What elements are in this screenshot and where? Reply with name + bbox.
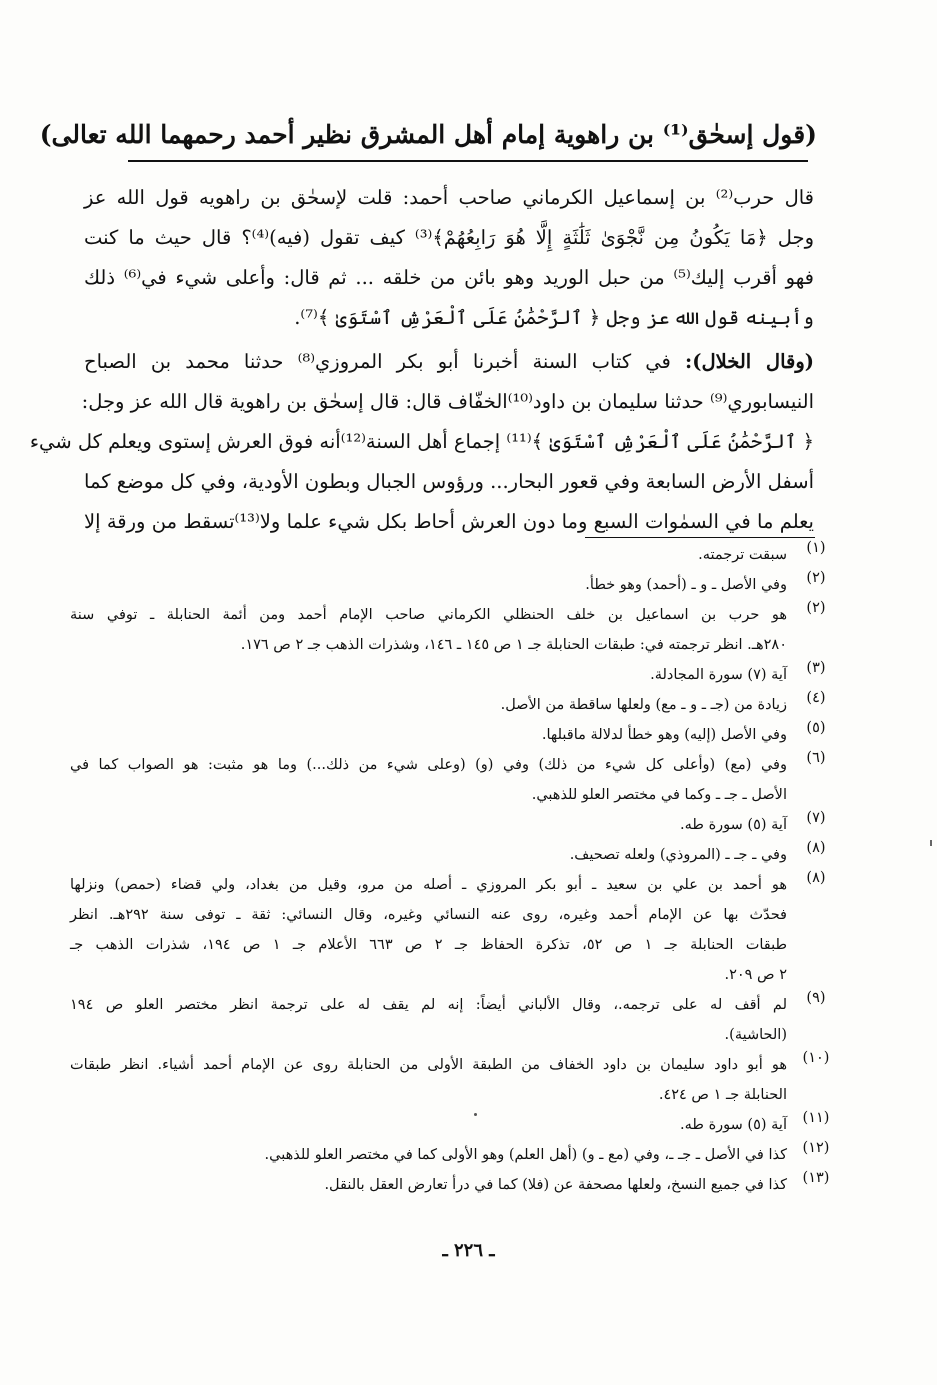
footnote-line: وفي (مع) (وأعلى كل شيء من ذلك) وفي (و) (وعلى شيء من ذلك...) وما هو مثبت: هو الصواب كما في xyxy=(70,757,787,773)
section-heading: (قول إسحٰق⁽¹⁾ بن راهوية إمام أهل المشرق نظير أحمد رحمهما الله تعالى) xyxy=(39,120,817,149)
footnote-number: (٩) xyxy=(806,990,826,1006)
footnote xyxy=(70,540,845,570)
footnote xyxy=(70,600,845,660)
paragraph-line: فهو أقرب إليك⁽⁵⁾ من حبل الوريد وهو بائن من خلقه ... ثم قال: وأعلى شيء في⁽⁶⁾ ذلك xyxy=(84,266,815,289)
scan-speck xyxy=(474,1113,477,1116)
footnote-line: كذا في جميع النسخ، ولعلها مصحفة عن (فلا) كما في درأ تعارض العقل بالنقل. xyxy=(324,1177,787,1193)
footnote-line: آية (٥) سورة طه. xyxy=(680,817,787,833)
khallal-label: (وقال الخلال): xyxy=(685,350,814,373)
heading-underline xyxy=(128,160,808,162)
paragraph-line: ﴿ ٱلرَّحْمَٰنُ عَلَى ٱلْعَرْشِ ٱسْتَوَىٰ ﴾⁽¹¹⁾ إجماع أهل السنة⁽¹²⁾أنه فوق العرش إستوى ويعلم كل شيء xyxy=(29,430,814,453)
footnote xyxy=(70,1050,845,1110)
paragraph-khallal xyxy=(29,342,814,542)
footnote-number: (١٣) xyxy=(802,1170,830,1186)
footnote xyxy=(70,1170,845,1200)
footnote-line: الأصل ـ جـ ـ وكما في مختصر العلو للذهبي. xyxy=(531,787,787,803)
footnote xyxy=(70,750,845,810)
footnote-line: وفي ـ جـ ـ (المروذي) ولعله تصحيف. xyxy=(569,847,787,863)
footnote-line: هو أبو داود سليمان بن داود الخفاف من الطبقة الأولى من الحنابلة روى عن الإمام أحمد أشياء. انظر طبقات xyxy=(70,1057,787,1073)
footnote-number: (٥) xyxy=(806,720,826,736)
footnote-number: (٤) xyxy=(806,690,826,706)
footnote-number: (٨) xyxy=(806,870,826,886)
footnote-line: آية (٥) سورة طه. xyxy=(680,1117,787,1133)
footnote-line: زيادة من (جـ ـ و ـ مع) ولعلها ساقطة من الأصل. xyxy=(500,697,787,713)
footnotes xyxy=(70,540,845,1200)
paragraph-line: وأبينه قول الله عز وجل ﴿ ٱلرَّحْمَٰنُ عَلَى ٱلْعَرْشِ ٱسْتَوَىٰ ﴾⁽⁷⁾. xyxy=(294,306,814,329)
paragraph-line: قال حرب⁽²⁾ بن إسماعيل الكرماني صاحب أحمد: قلت لإسحٰق بن راهويه قول الله عز xyxy=(84,186,814,209)
footnote-number: (٦) xyxy=(806,750,826,766)
paragraph-line: وجل ﴿مَا يَكُونُ مِن نَّجْوَىٰ ثَلَٰثَةٍ إِلَّا هُوَ رَابِعُهُمْ﴾⁽³⁾ كيف تقول (فيه)⁽⁴⁾؟ قال حيث ما كنت xyxy=(84,226,815,249)
footnote-line: كذا في الأصل ـ جـ ـ، وفي (مع ـ و) (أهل العلم) وهو الأولى كما في مختصر العلو للذهبي. xyxy=(264,1147,787,1163)
footnote-line: ٢٨٠هـ. انظر ترجمته في: طبقات الحنابلة جـ ١ ص ١٤٥ ـ ١٤٦، وشذرات الذهب جـ ٢ ص ١٧٦. xyxy=(240,637,787,653)
footnote-line: سبقت ترجمته. xyxy=(698,547,787,563)
footnote-number: (١) xyxy=(806,540,826,556)
footnote-number: (٢) xyxy=(806,600,826,616)
footnote-line: آية (٧) سورة المجادلة. xyxy=(650,667,787,683)
footnote-line: (الحاشية). xyxy=(724,1027,787,1043)
scan-mark xyxy=(930,840,932,846)
paragraph-line xyxy=(84,342,814,382)
paragraph-line: يعلم ما في السمٰوات السبع وما دون العرش أحاط بكل شيء علما ولا⁽¹³⁾تسقط من ورقة إلا xyxy=(84,510,814,533)
footnote xyxy=(70,1140,845,1170)
paragraph-harb xyxy=(84,178,814,338)
footnote-line: الحنابلة جـ ١ ص ٤٢٤. xyxy=(658,1087,787,1103)
footnote-line: لم أقف له على ترجمه.، وقال الألباني أيضاً: إنه لم يقف له على ترجمة انظر مختصر العلو ص ١٩٤ xyxy=(70,997,787,1013)
footnote xyxy=(70,1110,845,1140)
footnote-number: (١٢) xyxy=(802,1140,830,1156)
footnote xyxy=(70,870,845,990)
footnote-line: هو حرب بن اسماعيل بن خلف الحنظلي الكرماني صاحب الإمام أحمد ومن أئمة الحنابلة ـ توفي سنة xyxy=(70,607,787,623)
footnote-line: ٢ ص ٢٠٩. xyxy=(724,967,787,983)
footnote-number: (١٠) xyxy=(802,1050,830,1066)
footnote-number: (٧) xyxy=(806,810,826,826)
footnote-number: (٢) xyxy=(806,570,826,586)
footnote-number: (٨) xyxy=(806,840,826,856)
footnote xyxy=(70,690,845,720)
footnote-number: (١١) xyxy=(802,1110,830,1126)
footnote xyxy=(70,810,845,840)
footnote-separator xyxy=(585,537,815,538)
footnote xyxy=(70,660,845,690)
footnote-line: هو أحمد بن علي بن سعيد ـ أبو بكر المروزي ـ أصله من مرو، وقيل من بغداد، ولي قضاء (حمص) ونزلها xyxy=(70,877,787,893)
footnote-line: وفي الأصل ـ و ـ (أحمد) وهو خطأ. xyxy=(585,577,787,593)
paragraph-line-text: في كتاب السنة أخبرنا أبو بكر المروزي⁽⁸⁾ حدثنا محمد بن الصباح xyxy=(84,350,686,373)
footnote xyxy=(70,570,845,600)
footnote-number: (٣) xyxy=(806,660,826,676)
footnote-line: طبقات الحنابلة جـ ١ ص ٥٢، تذكرة الحفاظ جـ ٢ ص ٦٦٣ الأعلام جـ ١ ص ١٩٤، شذرات الذهب جـ xyxy=(70,937,788,953)
footnote xyxy=(70,840,845,870)
footnote xyxy=(70,720,845,750)
paragraph-line: النيسابوري⁽⁹⁾ حدثنا سليمان بن داود⁽¹⁰⁾الخفّاف قال: قال إسحٰق بن راهوية قال الله عز وجل: xyxy=(81,390,814,413)
footnote-line: وفي الأصل (إليه) وهو خطأ لدلالة ماقبلها. xyxy=(541,727,787,743)
footnote xyxy=(70,990,845,1050)
paragraph-line: أسفل الأرض السابعة وفي قعور البحار... ورؤوس الجبال وبطون الأودية، وفي كل موضع كما xyxy=(84,470,814,493)
page-number: ـ ٢٢٦ ـ xyxy=(442,1240,495,1261)
footnote-line: فحدّث بها عن الإمام أحمد وغيره، روى عنه النسائي وغيره، وقال النسائي: ثقة ـ توفى سنة ٢٩٢هـ. انظر xyxy=(70,907,787,923)
